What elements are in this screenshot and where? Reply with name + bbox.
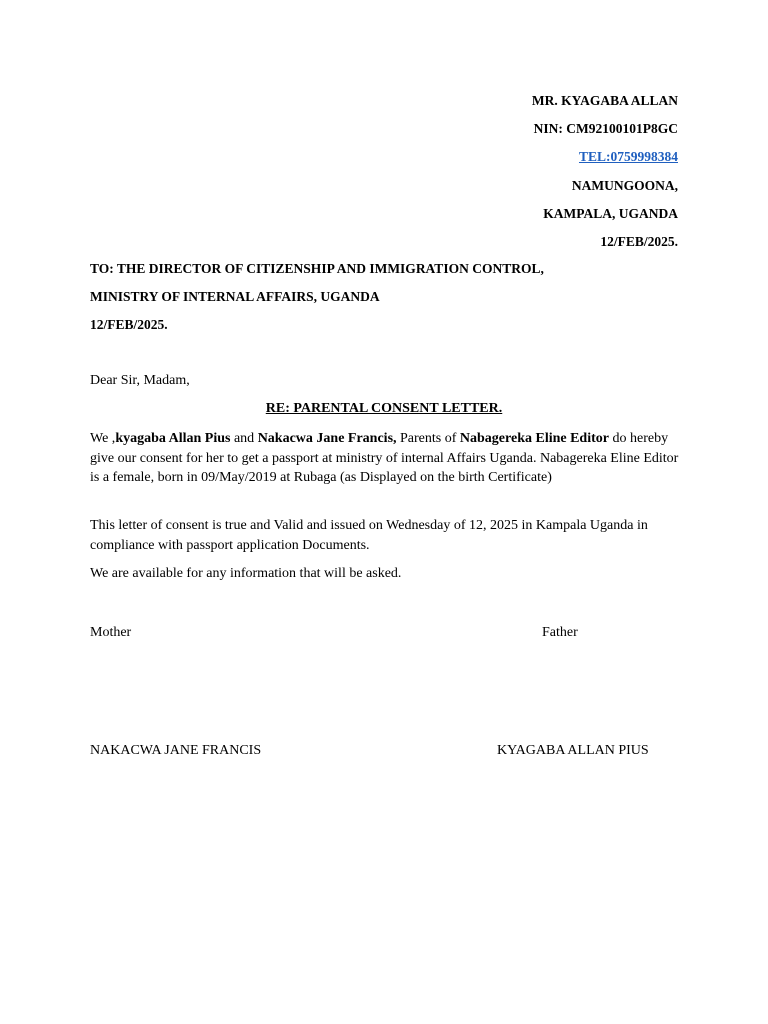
mother-signature-label: Mother — [90, 625, 132, 640]
paragraph1-text-4: do hereby give our consent for her to get a passport at ministry of internal Affairs Uganda. Nabagereka Eline Editor is a female, born in 09/May/2019 at Rubaga (as Displayed on the birth Certificate) — [90, 431, 679, 485]
sender-name: MR. KYAGABA ALLAN — [531, 93, 678, 108]
recipient-line-1: TO: THE DIRECTOR OF CITIZENSHIP AND IMMIGRATION CONTROL, — [90, 261, 544, 276]
father-name-bold: kyagaba Allan Pius — [115, 431, 231, 446]
paragraph1-text-3: Parents of — [396, 431, 460, 446]
child-name-bold: Nabagereka Eline Editor — [459, 431, 609, 446]
paragraph-availability: We are available for any information that will be asked. — [90, 566, 402, 581]
subject-line: RE: PARENTAL CONSENT LETTER. — [265, 401, 503, 416]
recipient-date: 12/FEB/2025. — [90, 317, 168, 332]
paragraph1-text-2: and — [230, 431, 258, 446]
paragraph1-text-1: We , — [90, 431, 116, 446]
mother-signature-name: NAKACWA JANE FRANCIS — [90, 743, 262, 758]
sender-date: 12/FEB/2025. — [600, 233, 678, 249]
recipient-block — [90, 260, 544, 344]
sender-city: KAMPALA, UGANDA — [543, 205, 678, 221]
sender-area: NAMUNGOONA, — [571, 177, 678, 193]
paragraph-validity: This letter of consent is true and Valid and issued on Wednesday of 12, 2025 in Kampala Uganda in compliance with passport application Documents. — [90, 518, 648, 553]
salutation: Dear Sir, Madam, — [90, 373, 190, 388]
father-signature-name: KYAGABA ALLAN PIUS — [497, 743, 649, 758]
recipient-line-2: MINISTRY OF INTERNAL AFFAIRS, UGANDA — [90, 289, 380, 304]
mother-name-bold: Nakacwa Jane Francis, — [257, 431, 397, 446]
sender-block — [532, 92, 678, 261]
father-signature-label: Father — [542, 625, 578, 640]
sender-nin: NIN: CM92100101P8GC — [533, 121, 678, 137]
sender-tel-link[interactable]: TEL:0759998384 — [578, 149, 678, 165]
paragraph-consent — [90, 429, 680, 488]
